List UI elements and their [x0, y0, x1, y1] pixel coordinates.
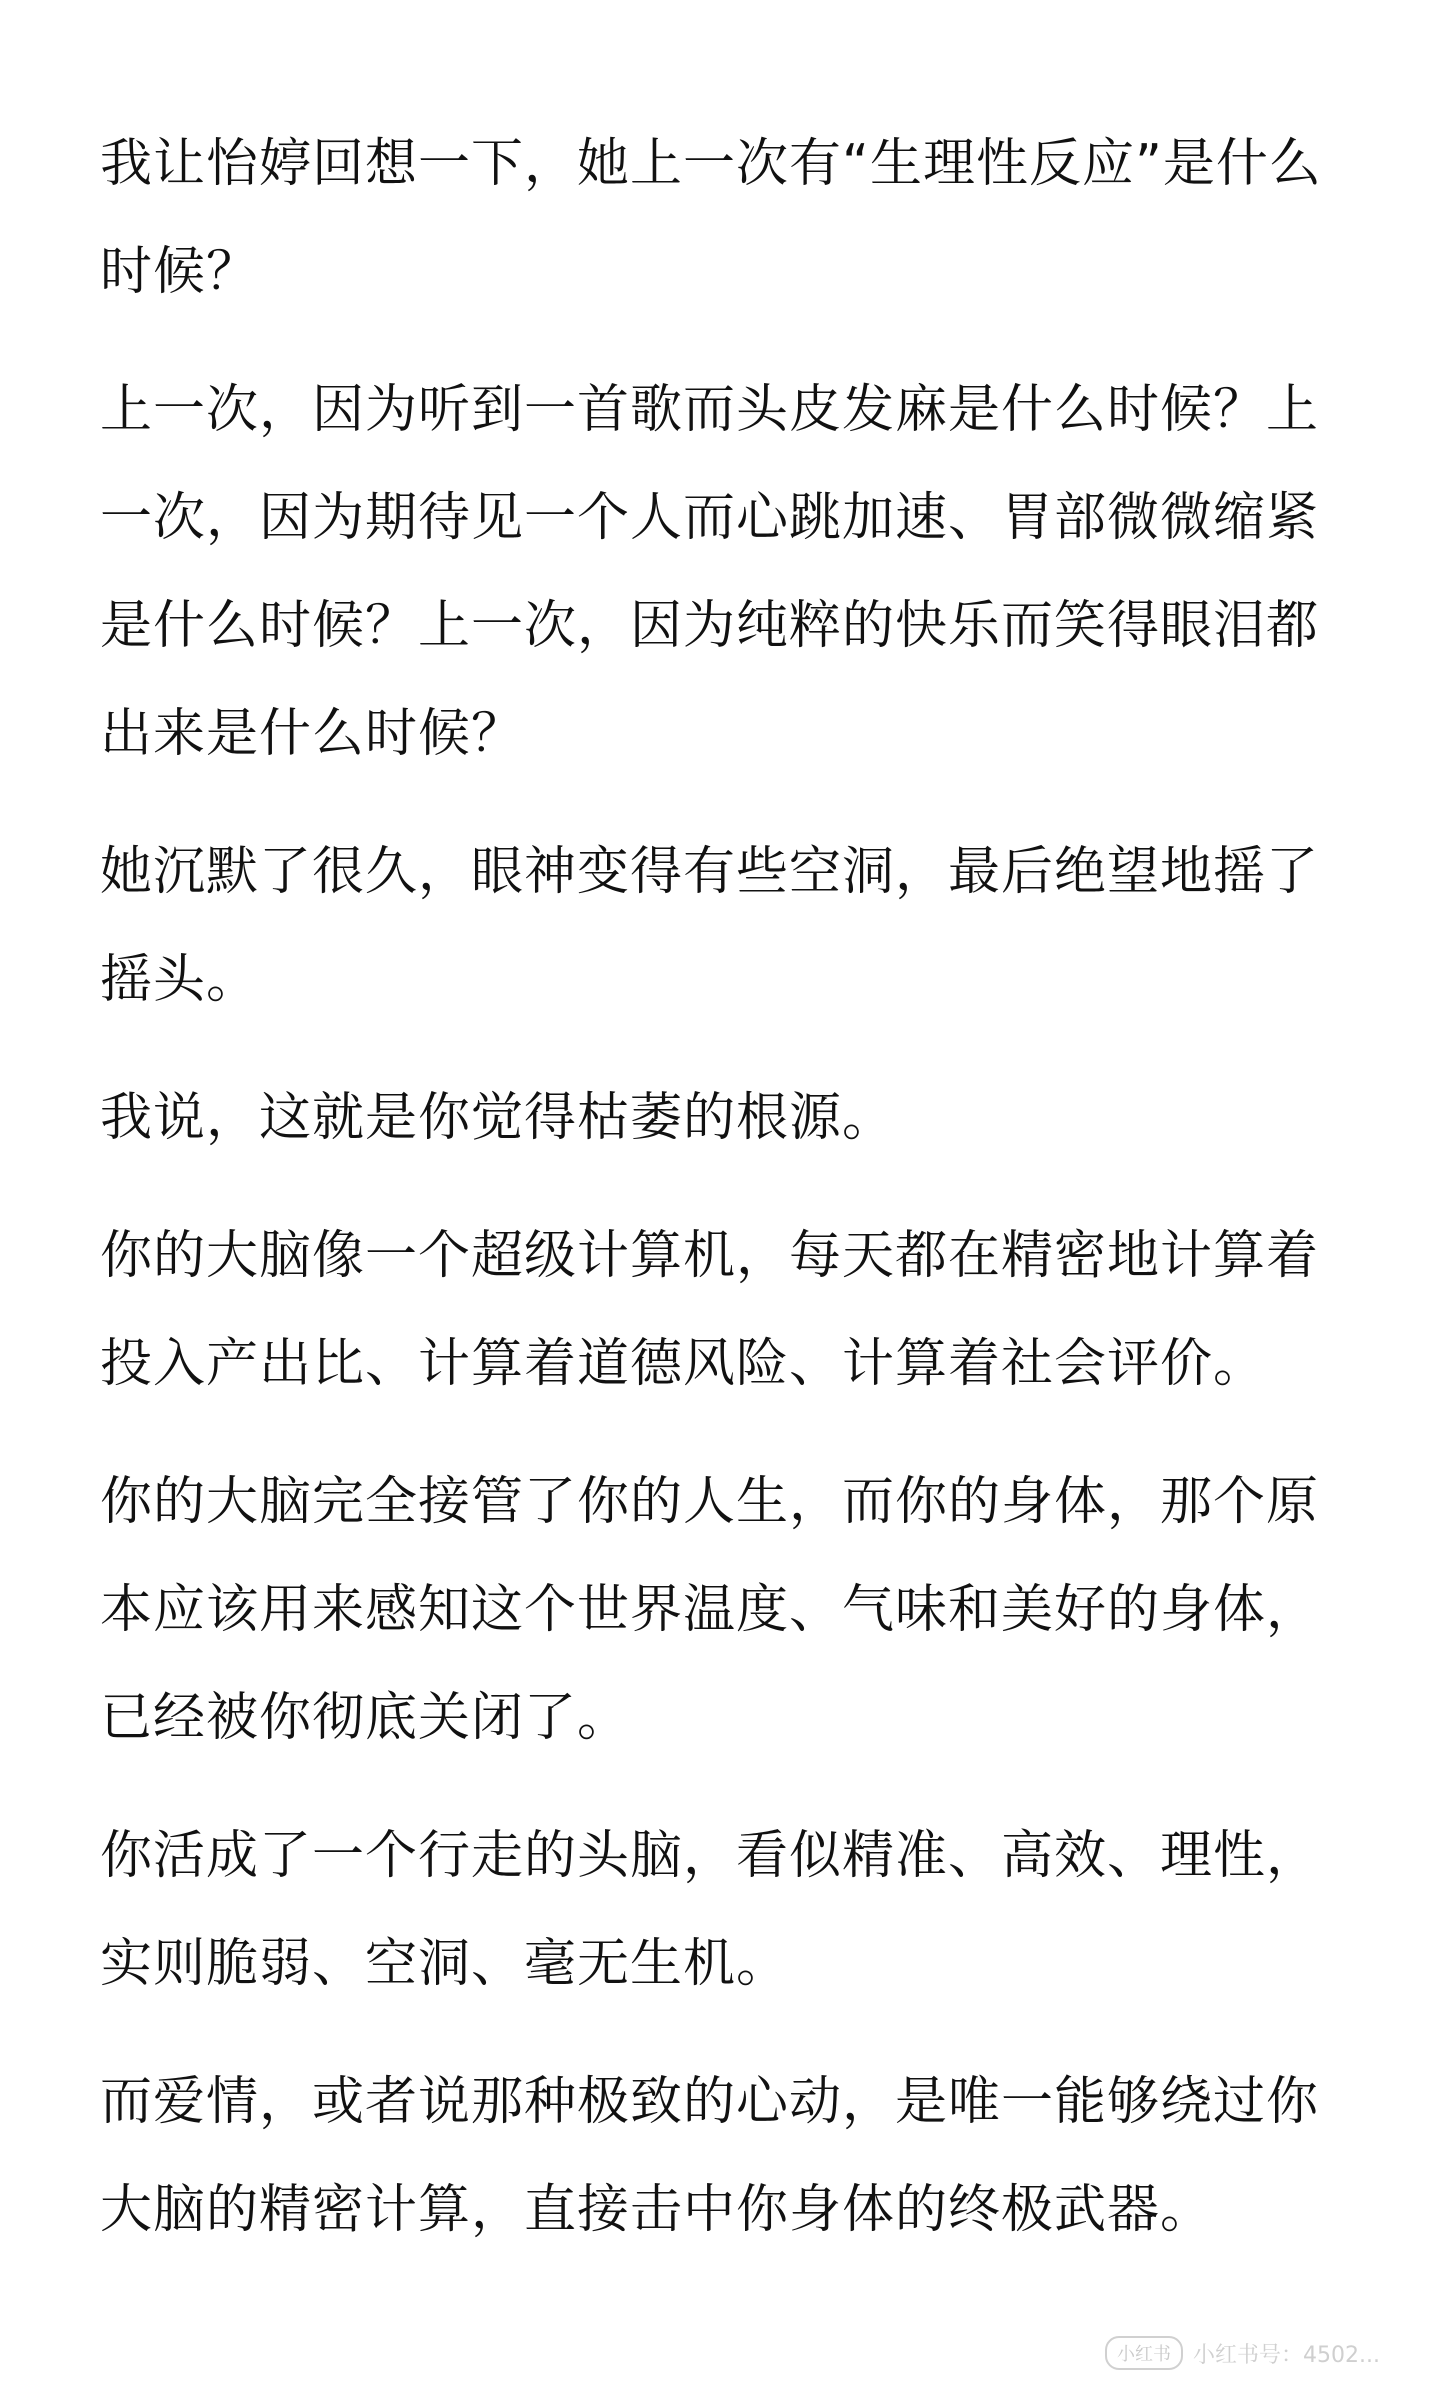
paragraph: 你的大脑像一个超级计算机，每天都在精密地计算着投入产出比、计算着道德风险、计算着社会评价。	[100, 1226, 1320, 1394]
paragraph: 我让怡婷回想一下，她上一次有“生理性反应”是什么时候？	[100, 134, 1322, 302]
paragraph: 她沉默了很久，眼神变得有些空洞，最后绝望地摇了摇头。	[100, 842, 1320, 1010]
watermark-logo: 小红书	[1105, 2336, 1183, 2370]
paragraph: 我说，这就是你觉得枯萎的根源。	[100, 1088, 896, 1148]
watermark	[1105, 2336, 1380, 2370]
paragraph: 上一次，因为听到一首歌而头皮发麻是什么时候？上一次，因为期待见一个人而心跳加速、胃部微微缩紧是什么时候？上一次，因为纯粹的快乐而笑得眼泪都出来是什么时候？	[100, 380, 1320, 764]
paragraph: 你的大脑完全接管了你的人生，而你的身体，那个原本应该用来感知这个世界温度、气味和美好的身体，已经被你彻底关闭了。	[100, 1472, 1320, 1748]
watermark-id: 小红书号：4502...	[1193, 2342, 1380, 2368]
paragraph: 你活成了一个行走的头脑，看似精准、高效、理性，实则脆弱、空洞、毫无生机。	[100, 1826, 1320, 1994]
article-body	[100, 110, 1340, 2294]
paragraph: 而爱情，或者说那种极致的心动，是唯一能够绕过你大脑的精密计算，直接击中你身体的终极武器。	[100, 2072, 1320, 2240]
